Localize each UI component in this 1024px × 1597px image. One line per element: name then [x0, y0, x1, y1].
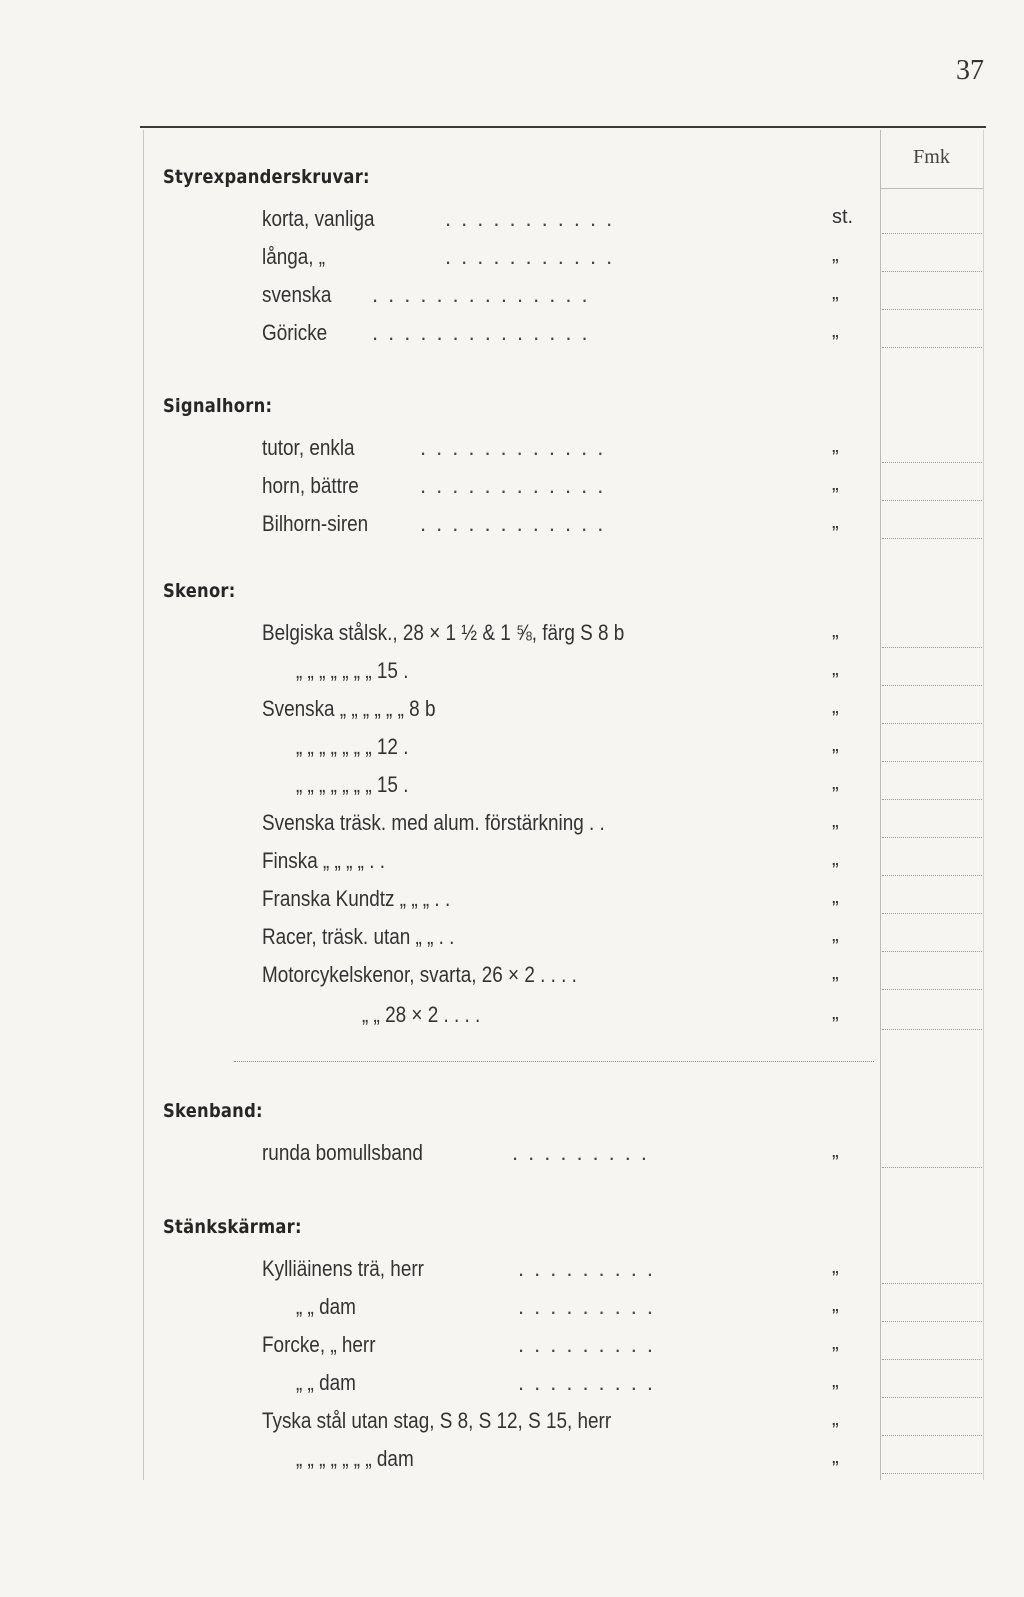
- item-unit: „: [832, 1294, 839, 1316]
- price-cell: [882, 1472, 982, 1474]
- item-label: Racer, träsk. utan „ „ . .: [262, 924, 455, 949]
- price-cell: [882, 1282, 982, 1284]
- price-cell: [882, 232, 982, 234]
- list-item: [0, 1294, 880, 1330]
- dot-leader: .........: [518, 1332, 664, 1357]
- item-unit: „: [832, 810, 839, 832]
- price-cell: [882, 270, 982, 272]
- item-label: tutor, enkla: [262, 435, 355, 460]
- list-item: [0, 1408, 880, 1444]
- dot-leader: ............: [420, 511, 614, 536]
- dot-leader: ..............: [372, 282, 598, 307]
- price-cell: [882, 1028, 982, 1030]
- dot-leader: ...........: [445, 244, 623, 269]
- item-unit: „: [832, 511, 839, 533]
- item-label: Belgiska stålsk., 28 × 1 ½ & 1 ⅝, färg S 8 b: [262, 620, 625, 645]
- item-unit: „: [832, 620, 839, 642]
- price-cell: [882, 646, 982, 648]
- price-cell: [882, 836, 982, 838]
- list-item: [0, 696, 880, 732]
- price-cell: [882, 684, 982, 686]
- price-cell: [882, 308, 982, 310]
- list-item: [0, 1256, 880, 1292]
- price-cell: [882, 1358, 982, 1360]
- list-item: [0, 962, 880, 998]
- price-cell: [882, 874, 982, 876]
- dot-leader: ............: [420, 435, 614, 460]
- item-unit: „: [832, 734, 839, 756]
- item-unit: „: [832, 473, 839, 495]
- item-label: „ „ dam: [296, 1294, 356, 1319]
- dot-leader: .........: [512, 1140, 658, 1165]
- item-label: „ „ „ „ „ „ „ 12 .: [296, 734, 409, 759]
- item-label: horn, bättre: [262, 473, 359, 498]
- price-cell: [882, 1396, 982, 1398]
- list-item: [0, 473, 880, 509]
- price-column-rule: [880, 130, 881, 1480]
- section-title-skenor: Skenor:: [163, 580, 236, 602]
- item-label: runda bomullsband: [262, 1140, 423, 1165]
- item-unit: „: [832, 1408, 839, 1430]
- price-cell: [882, 1320, 982, 1322]
- list-item: [0, 511, 880, 547]
- list-item: [0, 1002, 880, 1038]
- item-label: Göricke: [262, 320, 328, 345]
- price-cell: [882, 912, 982, 914]
- list-item: [0, 244, 880, 280]
- item-label: Franska Kundtz „ „ „ . .: [262, 886, 451, 911]
- list-item: [0, 1332, 880, 1368]
- item-unit: „: [832, 924, 839, 946]
- list-item: [0, 658, 880, 694]
- list-item: [0, 924, 880, 960]
- list-item: [0, 772, 880, 808]
- list-item: [0, 282, 880, 318]
- price-cell: [882, 346, 982, 348]
- section-title-skenband: Skenband:: [163, 1100, 263, 1122]
- item-label: Bilhorn-siren: [262, 511, 369, 536]
- price-cell: [882, 499, 982, 501]
- item-unit: „: [832, 244, 839, 266]
- item-unit: „: [832, 1332, 839, 1354]
- list-item: [0, 886, 880, 922]
- item-unit: „: [832, 1002, 839, 1024]
- list-item: [0, 620, 880, 656]
- item-unit: „: [832, 320, 839, 342]
- item-label: Svenska „ „ „ „ „ „ 8 b: [262, 696, 436, 721]
- item-label: svenska: [262, 282, 332, 307]
- section-title-styrexpanderskruvar: Styrexpanderskruvar:: [163, 166, 370, 188]
- price-cell: [882, 988, 982, 990]
- item-unit: „: [832, 658, 839, 680]
- list-item: [0, 1140, 880, 1176]
- list-item: [0, 1370, 880, 1406]
- item-label: „ „ „ „ „ „ „ 15 .: [296, 658, 409, 683]
- price-header-underline: [880, 188, 983, 189]
- price-cell: [882, 461, 982, 463]
- dot-leader: .........: [518, 1370, 664, 1395]
- item-label: korta, vanliga: [262, 206, 375, 231]
- item-label: „ „ dam: [296, 1370, 356, 1395]
- item-label: „ „ „ „ „ „ „ 15 .: [296, 772, 409, 797]
- item-unit: „: [832, 772, 839, 794]
- item-label: Motorcykelskenor, svarta, 26 × 2 . . . .: [262, 962, 577, 987]
- item-unit: „: [832, 282, 839, 304]
- price-cell: [882, 1166, 982, 1168]
- item-unit: „: [832, 696, 839, 718]
- section-divider: [234, 1061, 874, 1063]
- item-label: Finska „ „ „ „ . .: [262, 848, 385, 873]
- header-rule: [140, 126, 986, 128]
- section-title-signalhorn: Signalhorn:: [163, 395, 273, 417]
- dot-leader: ..............: [372, 320, 598, 345]
- price-cell: [882, 798, 982, 800]
- section-title-stankskarmar: Stänkskärmar:: [163, 1216, 302, 1238]
- price-cell: [882, 722, 982, 724]
- right-margin-rule: [983, 130, 984, 1480]
- item-unit: „: [832, 1256, 839, 1278]
- list-item: [0, 206, 880, 242]
- list-item: [0, 320, 880, 356]
- price-column-header: Fmk: [913, 146, 950, 168]
- item-unit: „: [832, 1370, 839, 1392]
- list-item: [0, 848, 880, 884]
- list-item: [0, 1446, 880, 1482]
- price-cell: [882, 950, 982, 952]
- price-cell: [882, 760, 982, 762]
- item-label: Svenska träsk. med alum. förstärkning . .: [262, 810, 605, 835]
- item-label: Kylliäinens trä, herr: [262, 1256, 424, 1281]
- item-unit: „: [832, 435, 839, 457]
- item-unit: „: [832, 886, 839, 908]
- item-label: Forcke, „ herr: [262, 1332, 376, 1357]
- dot-leader: .........: [518, 1294, 664, 1319]
- price-cell: [882, 1434, 982, 1436]
- dot-leader: ............: [420, 473, 614, 498]
- item-unit: „: [832, 1446, 839, 1468]
- item-unit: „: [832, 848, 839, 870]
- dot-leader: ...........: [445, 206, 623, 231]
- item-label: „ „ „ „ „ „ „ dam: [296, 1446, 414, 1471]
- list-item: [0, 734, 880, 770]
- list-item: [0, 435, 880, 471]
- item-unit: „: [832, 1140, 839, 1162]
- item-label: långa, „: [262, 244, 326, 269]
- list-item: [0, 810, 880, 846]
- item-unit: „: [832, 962, 839, 984]
- page-number: 37: [956, 55, 984, 86]
- item-label: „ „ 28 × 2 . . . .: [362, 1002, 481, 1027]
- price-cell: [882, 537, 982, 539]
- item-unit: st.: [832, 206, 854, 228]
- item-label: Tyska stål utan stag, S 8, S 12, S 15, herr: [262, 1408, 612, 1433]
- dot-leader: .........: [518, 1256, 664, 1281]
